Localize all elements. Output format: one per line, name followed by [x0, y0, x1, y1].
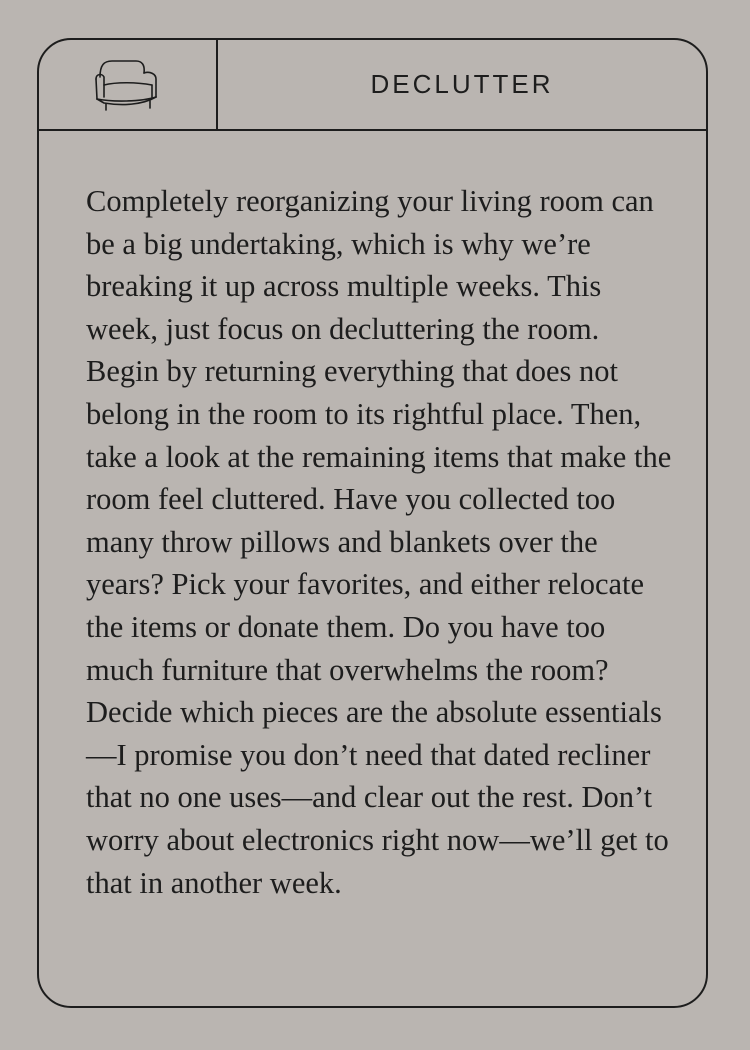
declutter-card: [37, 38, 708, 1008]
card-header: [39, 40, 706, 131]
armchair-icon: [92, 57, 164, 117]
icon-cell: [39, 40, 218, 129]
card-title: DECLUTTER: [370, 69, 554, 99]
body-paragraph: Completely reorganizing your living room can be a big undertaking, which is why we’re breaking it up across multiple weeks. This week, just focus on decluttering the room. Begin by returning everything that does not belong in the room to its rightful place. Then, take a look at the remaining items that make the room feel cluttered. Have you collected too many throw pillows and blankets over the years? Pick your favorites, and either relocate the items or donate them. Do you have too much furniture that overwhelms the room? Decide which pieces are the absolute essentials—I promise you don’t need that dated recliner that no one uses—and clear out the rest. Don’t worry about electronics right now—we’ll get to that in another week.: [86, 184, 672, 900]
